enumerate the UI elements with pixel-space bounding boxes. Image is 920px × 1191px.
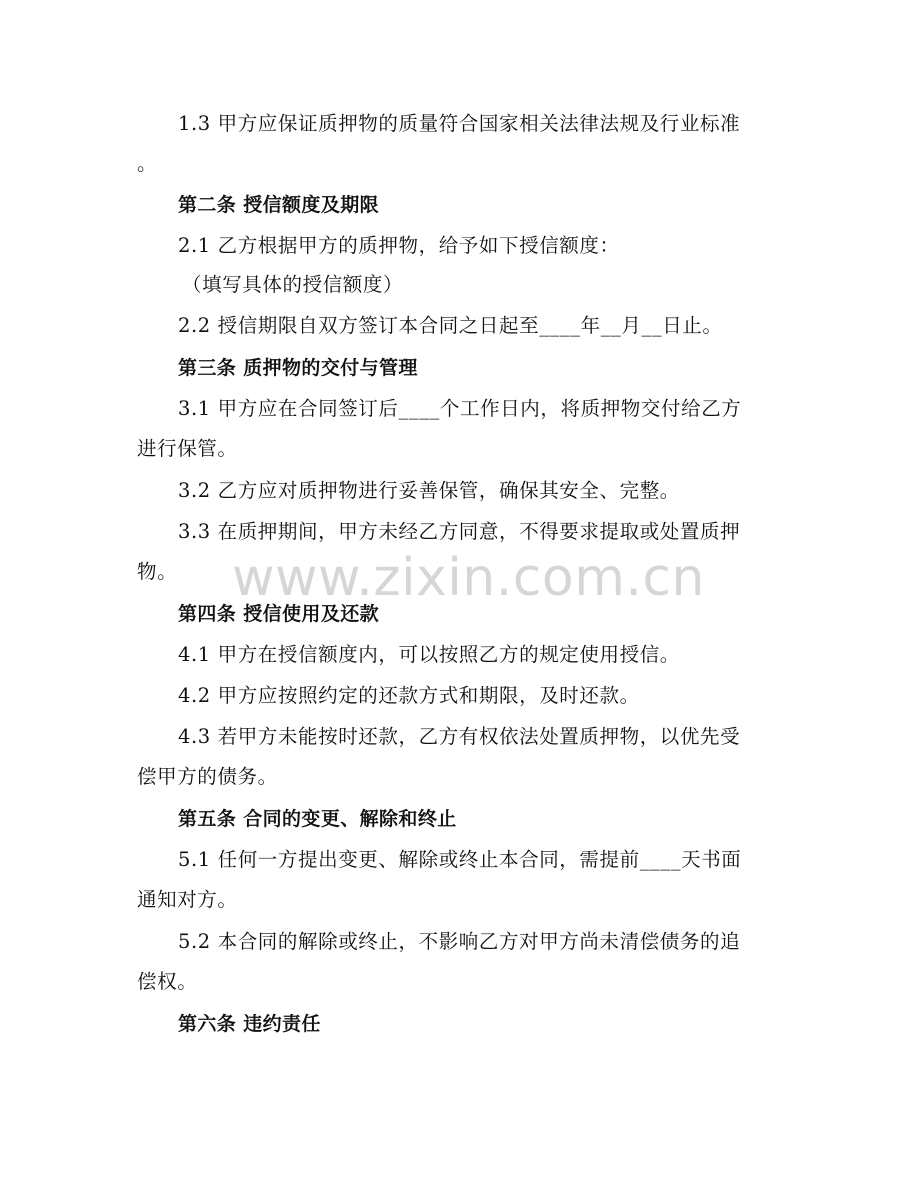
article-2-heading: 第二条 授信额度及期限 [178, 194, 380, 216]
clause-4-1: 4.1 甲方在授信额度内，可以按照乙方的规定使用授信。 [178, 643, 680, 666]
clause-3-1-line-1: 3.1 甲方应在合同签订后____个工作日内，将质押物交付给乙方 [178, 397, 742, 420]
clause-5-2-line-2: 偿权。 [137, 970, 198, 993]
clause-3-3-line-1: 3.3 在质押期间，甲方未经乙方同意，不得要求提取或处置质押 [178, 520, 741, 543]
clause-5-1-line-2: 通知对方。 [137, 888, 238, 911]
article-4-heading: 第四条 授信使用及还款 [178, 603, 380, 625]
clause-4-2: 4.2 甲方应按照约定的还款方式和期限，及时还款。 [178, 684, 640, 707]
clause-5-1-line-1: 5.1 任何一方提出变更、解除或终止本合同，需提前____天书面 [178, 848, 742, 871]
clause-1-3-line-2: 。 [137, 152, 158, 175]
watermark: www.zixin.com.cn [232, 548, 705, 608]
credit-amount-placeholder: （填写具体的授信额度） [182, 273, 404, 296]
clause-3-2: 3.2 乙方应对质押物进行妥善保管，确保其安全、完整。 [178, 479, 680, 502]
article-3-heading: 第三条 质押物的交付与管理 [178, 357, 418, 379]
clause-4-3-line-2: 偿甲方的债务。 [137, 765, 278, 788]
clause-5-2-line-1: 5.2 本合同的解除或终止，不影响乙方对甲方尚未清偿债务的追 [178, 930, 741, 953]
clause-3-3-line-2: 物。 [137, 560, 178, 583]
clause-4-3-line-1: 4.3 若甲方未能按时还款，乙方有权依法处置质押物，以优先受 [178, 725, 741, 748]
clause-2-1: 2.1 乙方根据甲方的质押物，给予如下授信额度： [178, 234, 620, 257]
clause-3-1-line-2: 进行保管。 [137, 437, 238, 460]
clause-1-3-line-1: 1.3 甲方应保证质押物的质量符合国家相关法律法规及行业标准 [178, 112, 741, 135]
clause-2-2: 2.2 授信期限自双方签订本合同之日起至____年__月__日止。 [178, 314, 723, 337]
article-5-heading: 第五条 合同的变更、解除和终止 [178, 808, 457, 830]
article-6-heading: 第六条 违约责任 [178, 1013, 321, 1035]
